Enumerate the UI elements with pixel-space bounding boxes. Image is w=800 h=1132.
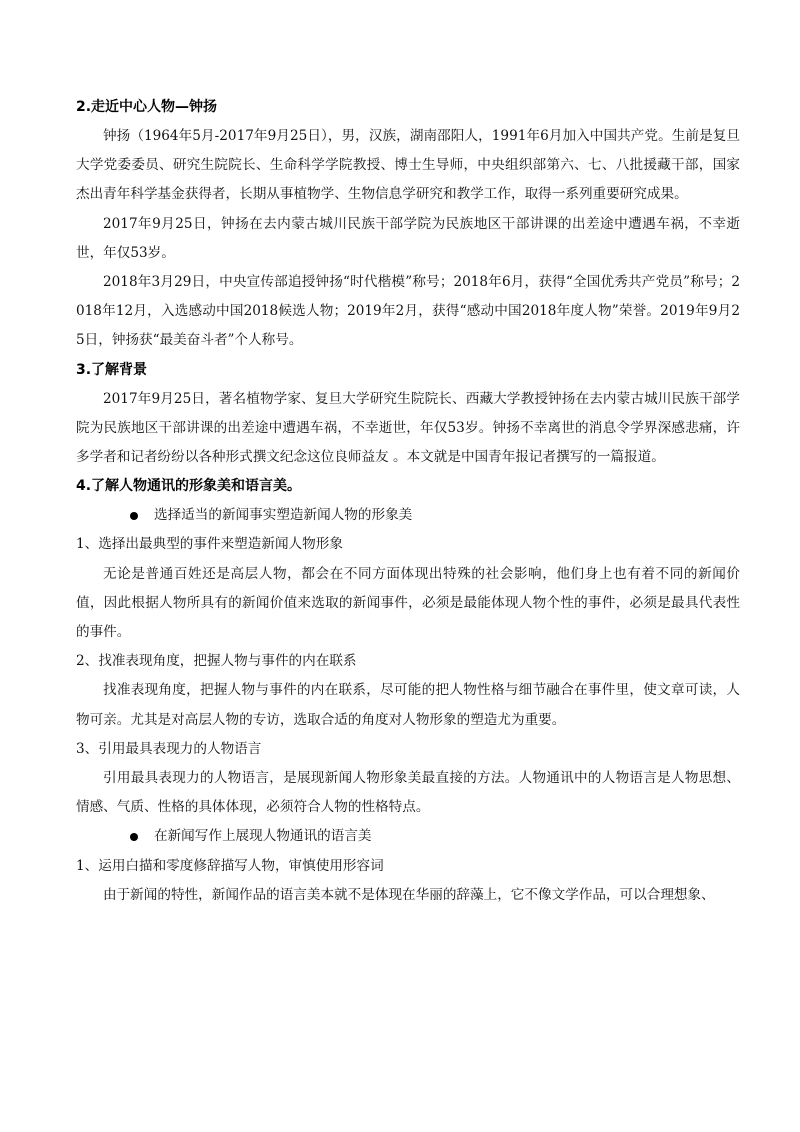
- bullet-text: 选择适当的新闻事实塑造新闻人物的形象美: [154, 507, 413, 524]
- paragraph-honors: 2018年3月29日，中央宣传部追授钟扬“时代楷模”称号；2018年6月，获得“全国优秀共产党员”称号；2018年12月，入选感动中国2018候选人物；2019年2月，获得“感动中国2018年度人物”荣誉。2019年9月25日，钟扬获“最美奋斗者”个人称号。: [76, 274, 740, 349]
- paragraph-background: 2017年9月25日，著名植物学家、复旦大学研究生院院长、西藏大学教授钟扬在去内蒙古城川民族干部学院为民族地区干部讲课的出差途中遭遇车祸，不幸逝世，年仅53岁。钟扬不幸离世的消息令学界深感悲痛，许多学者和记者纷纷以各种形式撰文纪念这位良师益友 。本文就是中国青年报记者撰写的一篇报道。: [76, 390, 740, 466]
- paragraph-accident: 2017年9月25日，钟扬在去内蒙古城川民族干部学院为民族地区干部讲课的出差途中遭遇车祸，不幸逝世，年仅53岁。: [76, 215, 740, 261]
- section-heading-4: 4.了解人物通讯的形象美和语言美。: [76, 478, 302, 495]
- section-heading-2: 2.走近中心人物—钟扬: [76, 99, 218, 115]
- bullet-icon: [130, 833, 138, 841]
- paragraph-typical-events: 无论是普通百姓还是高层人物，都会在不同方面体现出特殊的社会影响，他们身上也有着不同的新闻价值，因此根据人物所具有的新闻价值来选取的新闻事件，必须是最能体现人物个性的事件，必须是最具代表性的事件。: [76, 565, 740, 641]
- document-body: [76, 93, 740, 910]
- bullet-item-image-beauty: [76, 501, 740, 530]
- paragraph-plain-description: 由于新闻的特性，新闻作品的语言美本就不是体现在华丽的辞藻上，它不像文学作品，可以合理想象、: [103, 886, 715, 903]
- subheading-plain-description: 1、运用白描和零度修辞描写人物，审慎使用形容词: [76, 857, 384, 874]
- bullet-item-language-beauty: [76, 822, 740, 851]
- subheading-typical-events: 1、选择出最典型的事件来塑造新闻人物形象: [76, 536, 343, 553]
- section-heading-3: 3.了解背景: [76, 361, 148, 378]
- subheading-angle: 2、找准表现角度，把握人物与事件的内在联系: [76, 653, 357, 670]
- paragraph-biography: 钟扬（1964年5月-2017年9月25日），男，汉族，湖南邵阳人，1991年6月加入中国共产党。生前是复旦大学党委委员、研究生院院长、生命科学学院教授、博士生导师，中央组织部第六、七、八批援藏干部，国家杰出青年科学基金获得者，长期从事植物学、生物信息学研究和教学工作，取得一系列重要研究成果。: [76, 128, 740, 203]
- bullet-icon: [130, 512, 138, 520]
- paragraph-quotes: 引用最具表现力的人物语言，是展现新闻人物形象美最直接的方法。人物通讯中的人物语言是人物思想、情感、气质、性格的具体体现，必须符合人物的性格特点。: [76, 770, 740, 816]
- subheading-quotes: 3、引用最具表现力的人物语言: [76, 740, 262, 757]
- paragraph-angle: 找准表现角度，把握人物与事件的内在联系，尽可能的把人物性格与细节融合在事件里，使文章可读，人物可亲。尤其是对高层人物的专访，选取合适的角度对人物形象的塑造尤为重要。: [76, 682, 740, 728]
- bullet-text: 在新闻写作上展现人物通讯的语言美: [154, 828, 372, 845]
